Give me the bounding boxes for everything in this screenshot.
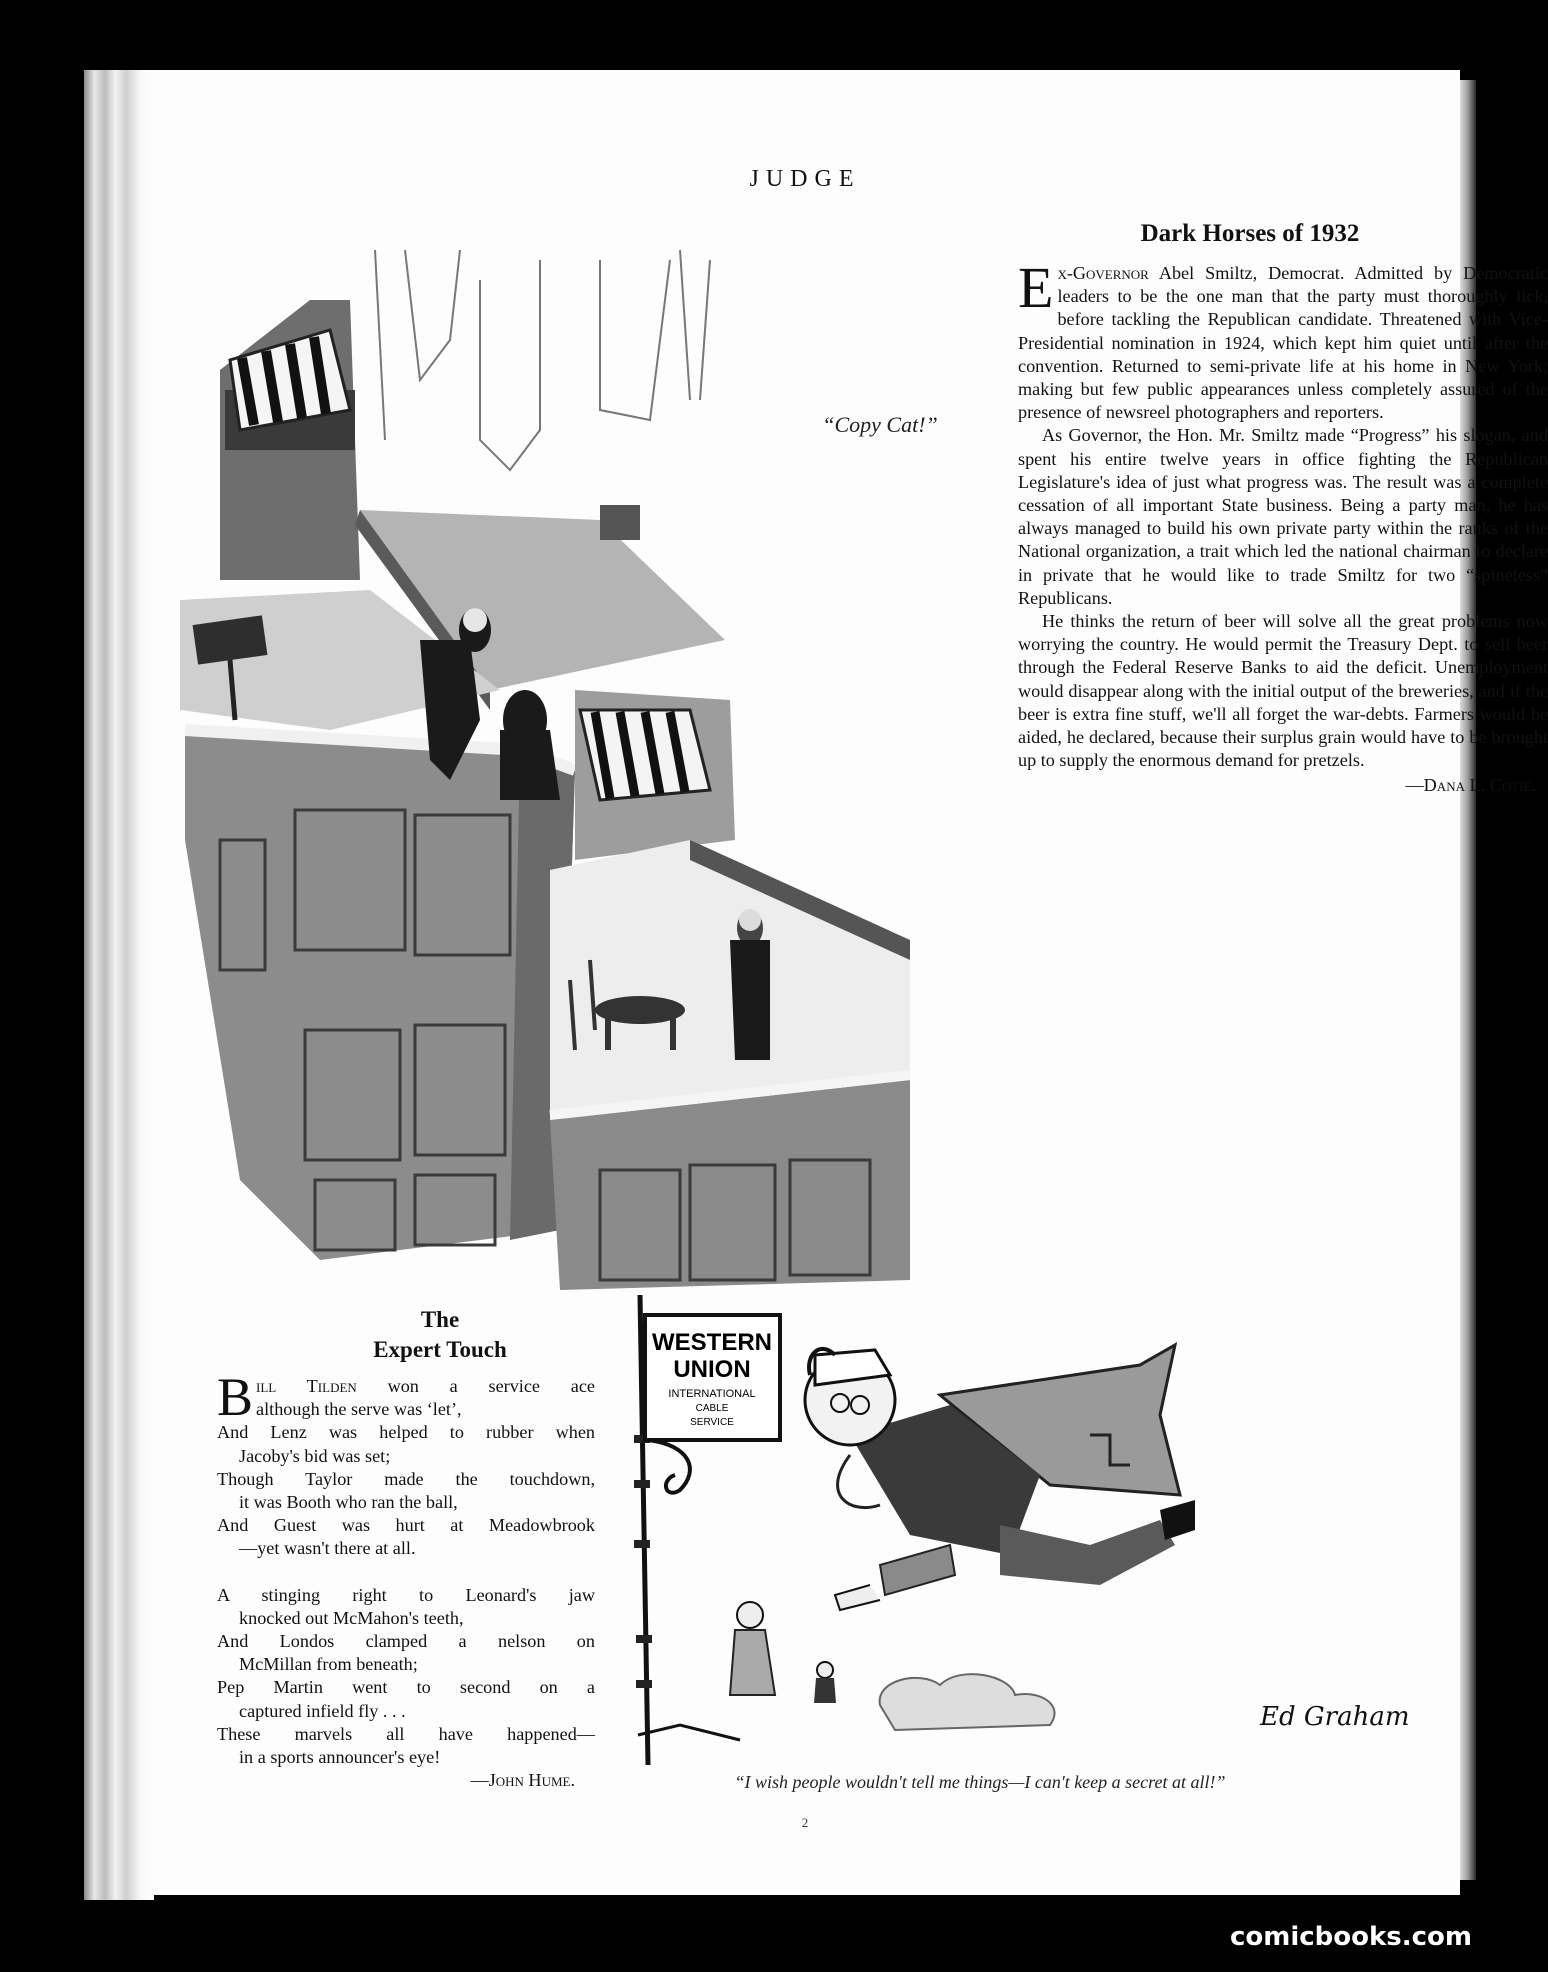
poem-line-text: A stinging right to Leonard's jaw [217,1584,595,1605]
poem-body [217,1367,595,1792]
page-edge-left [84,70,154,1900]
poem-byline: —John Hume. [470,1770,575,1791]
poem-line [217,1421,595,1444]
poem-line-text: These marvels all have happened— [217,1723,595,1744]
cartoon-copy-cat-caption: “Copy Cat!” [822,412,938,437]
cartoonist-signature: Ed Graham [1260,1702,1410,1732]
article-paragraph-3: He thinks the return of beer will solve all the great problems now worrying the country. He would permit the Treasury Dept. to sell beer through the Federal Reserve Banks to aid the deficit. Unemployment would disappear along with the initial output of the breweries, and if the beer is extra fine stuff, we'll all forget the war-debts. Farmers would be aided, he declared, because their surplus grain would have to be brought up to supply the enormous demand for pretzels. [1018,611,1548,771]
watermark: comicbooks.com [1229,1922,1472,1952]
poem-line [217,1537,595,1560]
sign-text-western: WESTERN [652,1329,772,1356]
poem-line [217,1584,595,1607]
article-byline: —Dana L. Cotie. [1405,775,1536,796]
article-paragraph-1-text: Abel Smiltz, Democrat. Admitted by Democratic leaders to be the one man that the party must thoroughly lick, before tackling the Republican candidate. Threatened with Vice-Presidential nomination in 1924, which kept him quiet until after the convention. Returned to semi-private life at his home in New York; making but few public appearances unless completely assured of the presence of newsreel photographers and reporters. [1018,263,1548,423]
poem-line [217,1491,595,1514]
poem-line-text: won a service ace [356,1376,595,1396]
poem-title [230,1305,650,1365]
article-paragraph-1 [1018,255,1548,424]
poem-line-text: in a sports announcer's eye! [239,1747,441,1768]
article-dropcap: E [1018,255,1054,320]
poem-line [217,1607,595,1630]
poem-lead-smallcaps: ill Tilden [256,1376,357,1396]
running-head: JUDGE [749,166,861,192]
poem-line-text: And Londos clamped a nelson on [217,1631,595,1652]
sign-text-cable: CABLE [695,1403,729,1414]
poem-line [217,1375,595,1398]
poem-line [217,1676,595,1699]
sign-text-international: INTERNATIONAL [668,1388,756,1400]
poem-line-text: captured infield fly . . . [239,1700,406,1721]
poem-line [217,1653,595,1676]
poem-line [217,1630,595,1653]
sign-text-union: UNION [673,1356,751,1383]
cartoon-rooftops-illustration [180,220,910,1310]
poem-line-text: And Lenz was helped to rubber when [217,1422,595,1443]
article-lead-smallcaps: x-Governor [1057,263,1149,283]
poem-line-text: McMillan from beneath; [239,1654,418,1675]
poem-dropcap: B [217,1367,254,1427]
poem-line-text: Though Taylor made the touchdown, [217,1468,595,1489]
poem-line-text: it was Booth who ran the ball, [239,1492,458,1513]
poem-line [217,1398,595,1421]
poem-line-text: And Guest was hurt at Meadowbrook [217,1515,595,1536]
poem-title-line-2: Expert Touch [373,1337,507,1362]
article-paragraph-2: As Governor, the Hon. Mr. Smiltz made “Progress” his slogan, and spent his entire twelve years in office fighting the Republican Legislature's idea of just what progress was. The result was a complete cessation of all important State business. Being a party man, he has always managed to build his own private party within the ranks of the National organization, a trait which led the national chairman to declare in private that he would like to trade Smiltz for two “spineless” Republicans. [1018,425,1548,608]
poem-title-line-1: The [420,1307,460,1332]
poem-line-text: knocked out McMahon's teeth, [239,1607,464,1628]
sign-text-service: SERVICE [690,1417,734,1428]
poem-line [217,1723,595,1746]
cartoon-western-union-caption: “I wish people wouldn't tell me things—I can't keep a secret at all!” [734,1772,1226,1792]
cartoon-western-union-illustration [620,1295,1420,1765]
article-body [1018,255,1548,798]
poem-line [217,1746,595,1769]
article-title: Dark Horses of 1932 [1140,220,1360,247]
poem-line [217,1514,595,1537]
page-number: 2 [801,1815,809,1830]
poem-line-text: Pep Martin went to second on a [217,1677,595,1698]
poem-line-text: although the serve was ‘let’, [256,1399,462,1420]
poem-line [217,1700,595,1723]
poem-stanza-gap [217,1561,595,1584]
magazine-page [150,70,1548,1895]
poem-line-text: Jacoby's bid was set; [239,1445,391,1466]
poem-line-text: —yet wasn't there at all. [239,1538,416,1559]
poem-line [217,1468,595,1491]
poem-line [217,1445,595,1468]
